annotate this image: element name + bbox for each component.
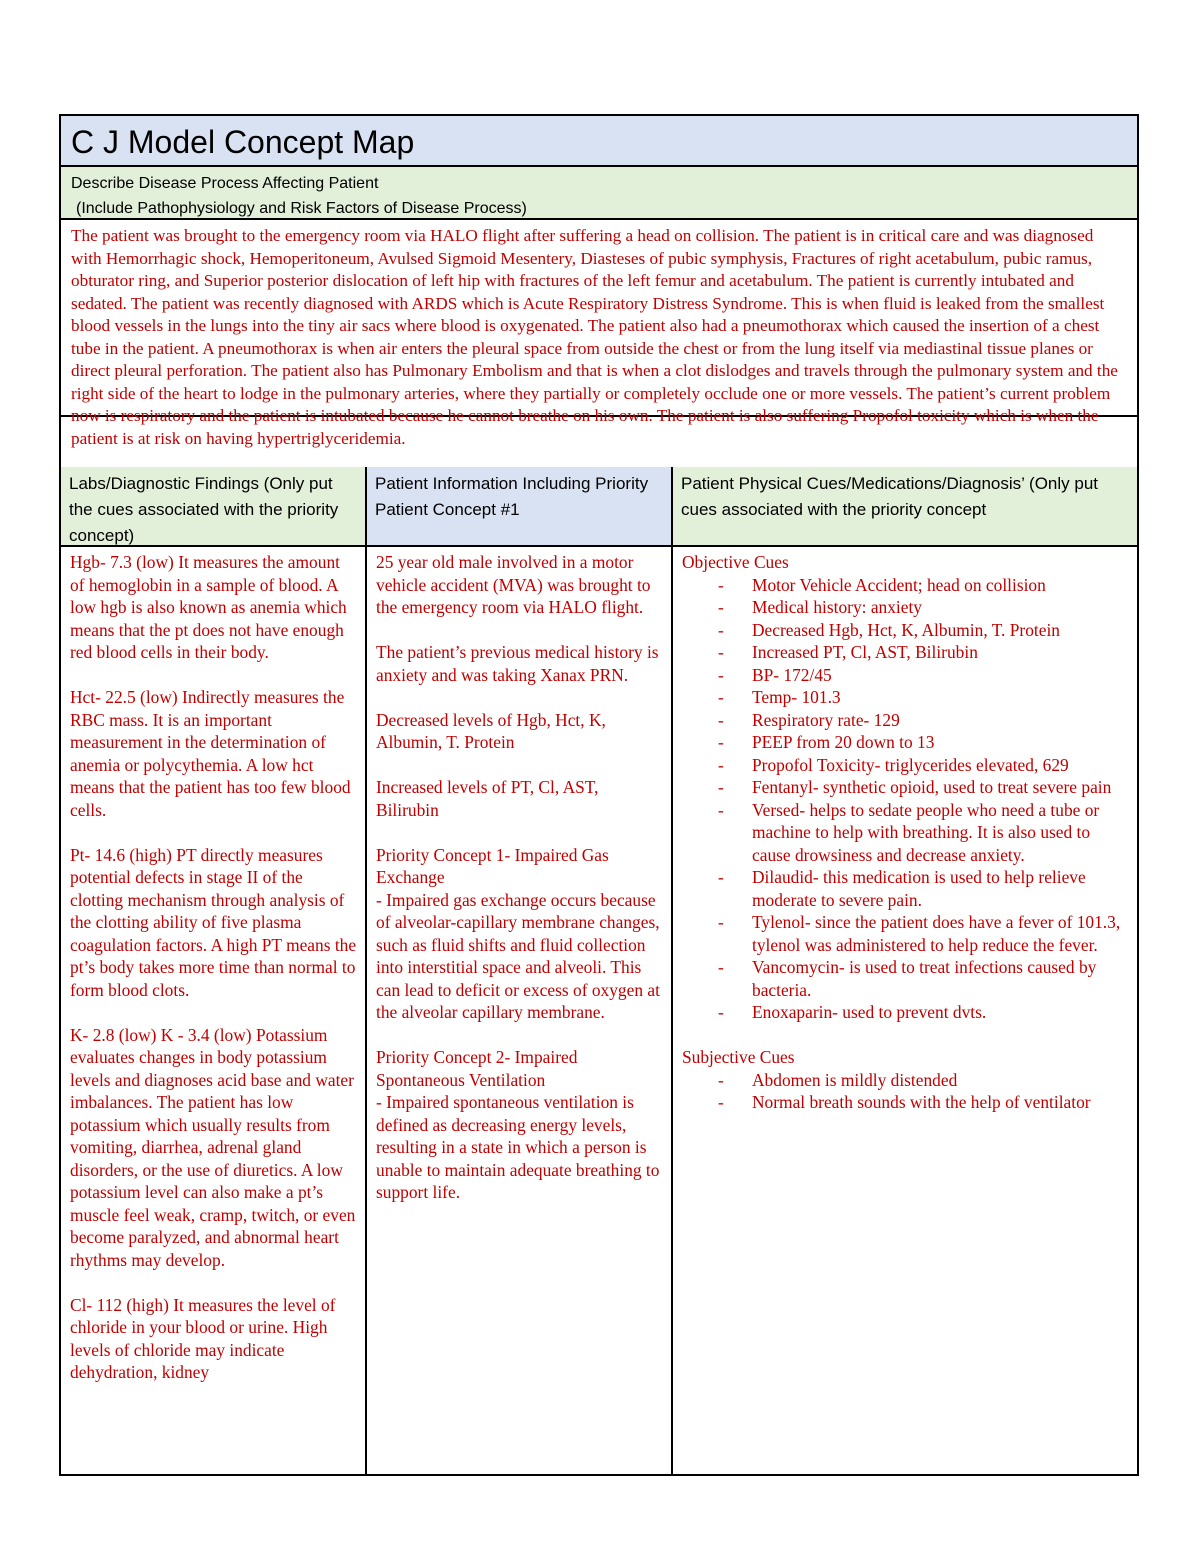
- physical-cues-body: [673, 547, 1137, 1474]
- objective-cue-item: [682, 754, 1129, 777]
- objective-cues-title: Objective Cues: [682, 552, 789, 572]
- physical-cues-column: [673, 467, 1137, 1474]
- bullet-dash: -: [718, 597, 724, 617]
- decreased-levels: Decreased levels of Hgb, Hct, K, Albumin, T. Protein: [376, 709, 606, 752]
- lab-finding-k: K- 2.8 (low) K - 3.4 (low) Potassium evaluates changes in body potassium levels and diagnoses acid base and water imbalances. The patient has low potassium which usually results from vomiting, diarrhea, adrenal gland disorders, or the use of diuretics. A low potassium level can also make a pt’s muscle feel weak, cramp, twitch, or even become paralyzed, and abnormal heart rhythms may develop.: [70, 1024, 356, 1270]
- patient-info-column: [367, 467, 673, 1474]
- bullet-dash: -: [718, 1002, 724, 1022]
- objective-cue-item: [682, 1001, 1129, 1024]
- patient-summary: 25 year old male involved in a motor vehicle accident (MVA) was brought to the emergency room via HALO flight.: [376, 552, 651, 617]
- subjective-cue-text: Normal breath sounds with the help of ventilator: [752, 1092, 1091, 1112]
- increased-levels: Increased levels of PT, Cl, AST, Bilirubin: [376, 777, 599, 820]
- bullet-dash: -: [718, 687, 724, 707]
- labs-header: Labs/Diagnostic Findings (Only put the cues associated with the priority concept): [61, 467, 365, 547]
- three-column-section: [61, 467, 1137, 1474]
- subjective-cues-list: [682, 1069, 1129, 1114]
- lab-finding-cl: Cl- 112 (high) It measures the level of chloride in your blood or urine. High levels of chloride may indicate dehydration, kidney: [70, 1294, 336, 1382]
- objective-cue-text: Respiratory rate- 129: [752, 709, 900, 730]
- objective-cue-item: [682, 911, 1129, 956]
- objective-cue-text: Temp- 101.3: [752, 687, 841, 707]
- bullet-dash: -: [718, 1092, 724, 1112]
- objective-cue-text: Medical history: anxiety: [752, 597, 923, 617]
- objective-cue-text: Decreased Hgb, Hct, K, Albumin, T. Protein: [752, 619, 1060, 640]
- concept-map-table: [59, 114, 1139, 1476]
- objective-cue-item: [682, 731, 1129, 754]
- objective-cue-item: [682, 619, 1129, 642]
- objective-cue-text: BP- 172/45: [752, 664, 832, 685]
- labs-column: [61, 467, 367, 1474]
- lab-finding-hct: Hct- 22.5 (low) Indirectly measures the RBC mass. It is an important measurement in the determination of anemia or polycythemia. A low hct means that the patient has too few blood cells.: [70, 687, 351, 820]
- objective-cue-item: [682, 686, 1129, 709]
- bullet-dash: -: [718, 1069, 724, 1090]
- objective-cue-item: [682, 866, 1129, 911]
- bullet-dash: -: [718, 709, 724, 730]
- subjective-cues-title: Subjective Cues: [682, 1047, 795, 1067]
- objective-cue-text: Propofol Toxicity- triglycerides elevated, 629: [752, 754, 1069, 775]
- patient-info-body: [367, 547, 671, 1474]
- bullet-dash: -: [718, 867, 724, 887]
- objective-cue-text: Fentanyl- synthetic opioid, used to treat severe pain: [752, 777, 1112, 797]
- priority-concept-2: Priority Concept 2- Impaired Spontaneous Ventilation - Impaired spontaneous ventilation is defined as decreasing energy levels, resulting in a state in which a person is unable to maintain adequate breathing to support life.: [376, 1047, 660, 1202]
- disease-process-header: [61, 167, 1137, 220]
- objective-cue-text: Tylenol- since the patient does have a fever of 101.3, tylenol was administered to help reduce the fever.: [752, 912, 1121, 955]
- bullet-dash: -: [718, 957, 724, 977]
- medical-history: The patient’s previous medical history is anxiety and was taking Xanax PRN.: [376, 642, 659, 685]
- objective-cue-item: [682, 664, 1129, 687]
- objective-cue-item: [682, 574, 1129, 597]
- page-title: C J Model Concept Map: [61, 116, 1137, 167]
- bullet-dash: -: [718, 574, 724, 595]
- objective-cue-item: [682, 596, 1129, 619]
- bullet-dash: -: [718, 732, 724, 752]
- subjective-cue-item: [682, 1069, 1129, 1092]
- objective-cue-item: [682, 956, 1129, 1001]
- bullet-dash: -: [718, 912, 724, 932]
- lab-finding-pt: Pt- 14.6 (high) PT directly measures potential defects in stage II of the clotting mechanism through analysis of the clotting ability of five plasma coagulation factors. A high PT means the pt’s body takes more time than normal to form blood clots.: [70, 844, 357, 1000]
- objective-cue-item: [682, 799, 1129, 867]
- disease-process-subtitle: (Include Pathophysiology and Risk Factors of Disease Process): [76, 200, 527, 217]
- objective-cue-text: Enoxaparin- used to prevent dvts.: [752, 1002, 987, 1022]
- objective-cue-item: [682, 776, 1129, 799]
- priority-concept-1: Priority Concept 1- Impaired Gas Exchange - Impaired gas exchange occurs because of alveolar-capillary membrane changes, such as fluid shifts and fluid collection into interstitial space and alveoli. This can lead to deficit or excess of oxygen at the alveolar capillary membrane.: [376, 844, 660, 1022]
- labs-body: [61, 547, 365, 1474]
- disease-process-description: The patient was brought to the emergency room via HALO flight after suffering a head on collision. The patient is in critical care and was diagnosed with Hemorrhagic shock, Hemoperitoneum, Avulsed Sigmoid Mesentery, Diasteses of pubic symphysis, Fractures of right acetabulum, pubic ramus, obturator ring, and Superior posterior dislocation of left hip with fractures of the left femur and acetabulum. The patient is currently intubated and sedated. The patient was recently diagnosed with ARDS which is Acute Respiratory Distress Syndrome. This is when fluid is leaked from the smallest blood vessels in the lungs into the tiny air sacs where blood is oxygenated. The patient also had a pneumothorax which caused the insertion of a chest tube in the patient. A pneumothorax is when air enters the pleural space from outside the chest or from the lung itself via mediastinal tissue planes or direct pleural perforation. The patient also has Pulmonary Embolism and that is when a clot dislodges and travels through the pulmonary system and the right side of the heart to lodge in the pulmonary arteries, where they partially or completely occlude one or more vessels. The patient’s current problem now is respiratory and the patient is intubated because he cannot breathe on his own. The patient is also suffering Propofol toxicity which is when the patient is at risk on having hypertriglyceridemia.: [61, 220, 1137, 417]
- bullet-dash: -: [718, 619, 724, 640]
- patient-info-header: Patient Information Including Priority Patient Concept #1: [367, 467, 671, 547]
- objective-cue-item: [682, 641, 1129, 664]
- bullet-dash: -: [718, 754, 724, 775]
- bullet-dash: -: [718, 777, 724, 797]
- bullet-dash: -: [718, 642, 724, 662]
- objective-cue-text: Motor Vehicle Accident; head on collision: [752, 574, 1046, 595]
- objective-cues-list: [682, 574, 1129, 1024]
- objective-cue-text: Dilaudid- this medication is used to help relieve moderate to severe pain.: [752, 867, 1086, 910]
- objective-cue-text: PEEP from 20 down to 13: [752, 732, 935, 752]
- objective-cue-text: Vancomycin- is used to treat infections caused by bacteria.: [752, 957, 1097, 1000]
- disease-process-title: Describe Disease Process Affecting Patient: [71, 175, 379, 192]
- objective-cue-text: Increased PT, Cl, AST, Bilirubin: [752, 642, 978, 662]
- lab-finding-hgb: Hgb- 7.3 (low) It measures the amount of hemoglobin in a sample of blood. A low hgb is also known as anemia which means that the pt does not have enough red blood cells in their body.: [70, 552, 347, 662]
- bullet-dash: -: [718, 664, 724, 685]
- objective-cue-item: [682, 709, 1129, 732]
- subjective-cue-text: Abdomen is mildly distended: [752, 1069, 958, 1090]
- objective-cue-text: Versed- helps to sedate people who need a tube or machine to help with breathing. It is also used to cause drowsiness and decrease anxiety.: [752, 799, 1100, 865]
- physical-cues-header: Patient Physical Cues/Medications/Diagnosis’ (Only put cues associated with the priority concept: [673, 467, 1137, 547]
- bullet-dash: -: [718, 799, 724, 820]
- subjective-cue-item: [682, 1091, 1129, 1114]
